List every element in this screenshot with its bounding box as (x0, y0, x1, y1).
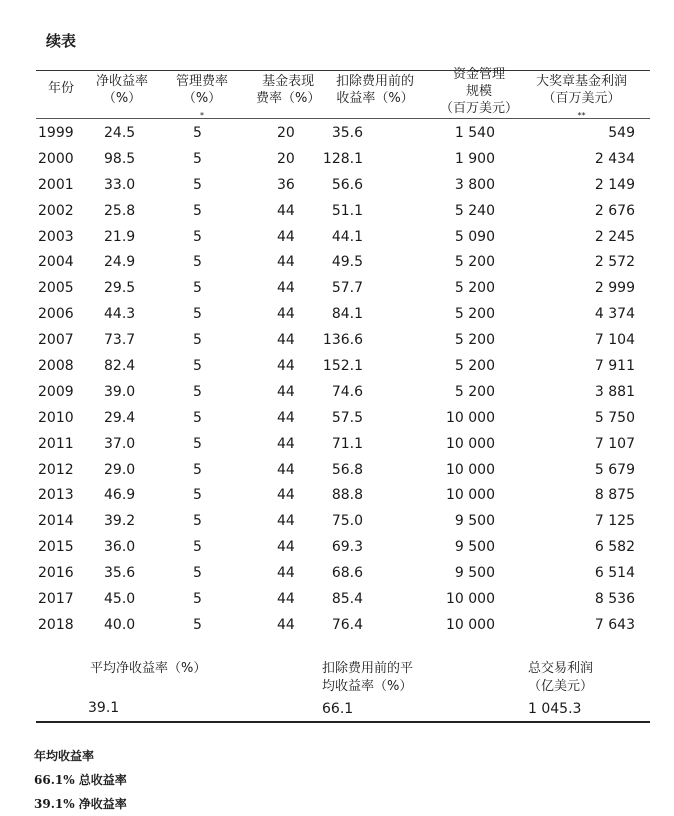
table-row (0, 484, 674, 510)
table-row (0, 277, 674, 303)
cell-year: 2013 (38, 487, 74, 504)
cell-perf-fee: 44 (277, 435, 295, 452)
cell-net-return: 29.5 (104, 280, 136, 297)
cell-aum: 9 500 (454, 539, 495, 556)
cell-medallion-profit: 2 149 (594, 176, 635, 193)
cell-year: 2015 (38, 539, 74, 556)
cell-year: 2000 (38, 150, 74, 167)
cell-pre-fee-return: 56.6 (331, 176, 363, 193)
cell-aum: 10 000 (446, 616, 495, 633)
cell-perf-fee: 44 (277, 616, 295, 633)
cell-perf-fee: 44 (277, 202, 295, 219)
cell-pre-fee-return: 57.7 (331, 280, 363, 297)
cell-medallion-profit: 2 572 (594, 254, 635, 271)
cell-perf-fee: 44 (277, 409, 295, 426)
cell-pre-fee-return: 49.5 (331, 254, 363, 271)
cell-net-return: 35.6 (104, 565, 136, 582)
cell-aum: 5 200 (454, 254, 495, 271)
cell-pre-fee-return: 68.6 (331, 565, 363, 582)
cell-medallion-profit: 6 582 (594, 539, 635, 556)
cell-medallion-profit: 4 374 (594, 306, 635, 323)
table-row (0, 226, 674, 252)
cell-net-return: 40.0 (104, 616, 136, 633)
cell-perf-fee: 44 (277, 565, 295, 582)
cell-net-return: 37.0 (104, 435, 136, 452)
cell-mgmt-fee: 5 (193, 539, 202, 556)
note-line-1: 年均收益率 (34, 749, 95, 763)
cell-pre-fee-return: 76.4 (331, 616, 363, 633)
cell-medallion-profit: 7 104 (594, 332, 635, 349)
cell-year: 2002 (38, 202, 74, 219)
cell-year: 2018 (38, 616, 74, 633)
cell-medallion-profit: 7 643 (594, 616, 635, 633)
avg-net-return-label: 平均净收益率（%） (90, 661, 207, 676)
cell-aum: 5 200 (454, 358, 495, 375)
cell-pre-fee-return: 71.1 (331, 435, 363, 452)
cell-medallion-profit: 8 875 (594, 487, 635, 504)
cell-pre-fee-return: 88.8 (331, 487, 363, 504)
cell-pre-fee-return: 51.1 (331, 202, 363, 219)
cell-perf-fee: 20 (277, 150, 295, 167)
cell-pre-fee-return: 69.3 (331, 539, 363, 556)
cell-pre-fee-return: 84.1 (331, 306, 363, 323)
table-row (0, 122, 674, 148)
cell-perf-fee: 44 (277, 591, 295, 608)
cell-aum: 5 200 (454, 383, 495, 400)
cell-perf-fee: 44 (277, 539, 295, 556)
cell-perf-fee: 44 (277, 332, 295, 349)
header-pre-fee-return: 扣除费用前的 收益率（%） (336, 74, 415, 106)
cell-net-return: 24.5 (104, 125, 136, 141)
cell-aum: 5 090 (454, 228, 495, 245)
cell-year: 2010 (38, 409, 74, 426)
cell-mgmt-fee: 5 (193, 435, 202, 452)
footnote-mark: ** (577, 111, 586, 120)
cell-mgmt-fee: 5 (193, 306, 202, 323)
cell-net-return: 82.4 (104, 358, 136, 375)
table-row (0, 303, 674, 329)
cell-medallion-profit: 2 434 (594, 150, 635, 167)
table-row (0, 510, 674, 536)
cell-perf-fee: 44 (277, 228, 295, 245)
cell-pre-fee-return: 56.8 (331, 461, 363, 478)
table-row (0, 433, 674, 459)
table-row (0, 459, 674, 485)
cell-year: 2009 (38, 383, 74, 400)
cell-net-return: 33.0 (104, 176, 136, 193)
cell-pre-fee-return: 74.6 (331, 383, 363, 400)
cell-perf-fee: 44 (277, 487, 295, 504)
cell-net-return: 21.9 (104, 228, 136, 245)
avg-pre-fee-return-label: 扣除费用前的平 均收益率（%） (322, 661, 414, 694)
cell-medallion-profit: 2 999 (594, 280, 635, 297)
cell-aum: 5 240 (454, 202, 495, 219)
cell-mgmt-fee: 5 (193, 125, 202, 141)
cell-medallion-profit: 6 514 (594, 565, 635, 582)
cell-aum: 9 500 (454, 565, 495, 582)
cell-year: 2012 (38, 461, 74, 478)
header-net-return: 净收益率 （%） (96, 74, 149, 106)
cell-net-return: 39.0 (104, 383, 136, 400)
cell-perf-fee: 44 (277, 306, 295, 323)
cell-medallion-profit: 7 911 (594, 358, 635, 375)
cell-year: 2006 (38, 306, 74, 323)
cell-year: 1999 (38, 125, 74, 141)
page-title: 续表 (46, 32, 77, 50)
cell-net-return: 39.2 (104, 513, 136, 530)
cell-net-return: 44.3 (104, 306, 136, 323)
cell-perf-fee: 44 (277, 280, 295, 297)
cell-perf-fee: 44 (277, 461, 295, 478)
cell-mgmt-fee: 5 (193, 409, 202, 426)
table-row (0, 355, 674, 381)
cell-aum: 10 000 (446, 409, 495, 426)
cell-net-return: 98.5 (104, 150, 136, 167)
cell-mgmt-fee: 5 (193, 487, 202, 504)
cell-year: 2003 (38, 228, 74, 245)
table-row (0, 174, 674, 200)
cell-pre-fee-return: 35.6 (331, 125, 363, 141)
cell-net-return: 36.0 (104, 539, 136, 556)
cell-net-return: 24.9 (104, 254, 136, 271)
table-row (0, 381, 674, 407)
cell-net-return: 73.7 (104, 332, 136, 349)
header-perf-fee: 基金表现 费率（%） (256, 74, 321, 106)
cell-medallion-profit: 5 679 (594, 461, 635, 478)
cell-aum: 5 200 (454, 280, 495, 297)
cell-year: 2008 (38, 358, 74, 375)
header-aum: 资金管理 规模 （百万美元） (440, 67, 519, 116)
cell-year: 2004 (38, 254, 74, 271)
table-top-rule (36, 70, 650, 71)
cell-perf-fee: 36 (277, 176, 295, 193)
cell-net-return: 29.0 (104, 461, 136, 478)
cell-mgmt-fee: 5 (193, 461, 202, 478)
cell-aum: 9 500 (454, 513, 495, 530)
cell-mgmt-fee: 5 (193, 228, 202, 245)
note-line-3: 39.1% 净收益率 (34, 797, 127, 811)
table-row (0, 329, 674, 355)
cell-mgmt-fee: 5 (193, 358, 202, 375)
cell-medallion-profit: 5 750 (594, 409, 635, 426)
cell-aum: 10 000 (446, 487, 495, 504)
table-row (0, 148, 674, 174)
table-row (0, 251, 674, 277)
cell-aum: 5 200 (454, 306, 495, 323)
cell-mgmt-fee: 5 (193, 150, 202, 167)
cell-perf-fee: 44 (277, 358, 295, 375)
cell-medallion-profit: 2 245 (594, 228, 635, 245)
table-row (0, 200, 674, 226)
cell-mgmt-fee: 5 (193, 176, 202, 193)
cell-pre-fee-return: 152.1 (322, 358, 363, 375)
cell-mgmt-fee: 5 (193, 202, 202, 219)
cell-aum: 5 200 (454, 332, 495, 349)
table-row (0, 588, 674, 614)
cell-aum: 10 000 (446, 461, 495, 478)
cell-mgmt-fee: 5 (193, 332, 202, 349)
cell-mgmt-fee: 5 (193, 280, 202, 297)
cell-aum: 10 000 (446, 435, 495, 452)
cell-perf-fee: 20 (277, 125, 295, 141)
cell-year: 2011 (38, 435, 74, 452)
cell-year: 2007 (38, 332, 74, 349)
cell-medallion-profit: 3 881 (594, 383, 635, 400)
cell-year: 2001 (38, 176, 74, 193)
cell-mgmt-fee: 5 (193, 383, 202, 400)
cell-net-return: 29.4 (104, 409, 136, 426)
cell-net-return: 46.9 (104, 487, 136, 504)
cell-pre-fee-return: 85.4 (331, 591, 363, 608)
total-profit-value: 1 045.3 (528, 701, 582, 717)
cell-medallion-profit: 7 125 (594, 513, 635, 530)
cell-net-return: 45.0 (104, 591, 136, 608)
cell-mgmt-fee: 5 (193, 616, 202, 633)
cell-aum: 1 540 (454, 125, 495, 141)
cell-year: 2005 (38, 280, 74, 297)
table-bottom-rule (36, 721, 650, 723)
cell-aum: 10 000 (446, 591, 495, 608)
cell-pre-fee-return: 128.1 (322, 150, 363, 167)
cell-mgmt-fee: 5 (193, 513, 202, 530)
cell-mgmt-fee: 5 (193, 591, 202, 608)
cell-medallion-profit: 8 536 (594, 591, 635, 608)
cell-mgmt-fee: 5 (193, 565, 202, 582)
cell-medallion-profit: 2 676 (594, 202, 635, 219)
header-year: 年份 (48, 81, 75, 96)
cell-medallion-profit: 7 107 (594, 435, 635, 452)
cell-mgmt-fee: 5 (193, 254, 202, 271)
avg-net-return-value: 39.1 (88, 700, 120, 716)
cell-perf-fee: 44 (277, 513, 295, 530)
cell-pre-fee-return: 57.5 (331, 409, 363, 426)
cell-perf-fee: 44 (277, 383, 295, 400)
header-mgmt-fee: 管理费率 （%） * (176, 74, 229, 120)
cell-pre-fee-return: 136.6 (322, 332, 363, 349)
header-rule (36, 118, 650, 119)
cell-aum: 3 800 (454, 176, 495, 193)
cell-net-return: 25.8 (104, 202, 136, 219)
cell-year: 2014 (38, 513, 74, 530)
cell-perf-fee: 44 (277, 254, 295, 271)
cell-pre-fee-return: 44.1 (331, 228, 363, 245)
table-row (0, 614, 674, 640)
table-row (0, 536, 674, 562)
avg-pre-fee-return-value: 66.1 (322, 701, 354, 717)
table-row (0, 562, 674, 588)
note-line-2: 66.1% 总收益率 (34, 773, 127, 787)
footnote-mark: * (200, 111, 204, 120)
total-profit-label: 总交易利润 （亿美元） (528, 661, 594, 694)
table-body (0, 122, 674, 640)
cell-medallion-profit: 549 (608, 125, 635, 141)
cell-year: 2017 (38, 591, 74, 608)
header-medallion-profit: 大奖章基金利润 （百万美元） ** (536, 74, 628, 120)
cell-year: 2016 (38, 565, 74, 582)
cell-pre-fee-return: 75.0 (331, 513, 363, 530)
table-row (0, 407, 674, 433)
cell-aum: 1 900 (454, 150, 495, 167)
